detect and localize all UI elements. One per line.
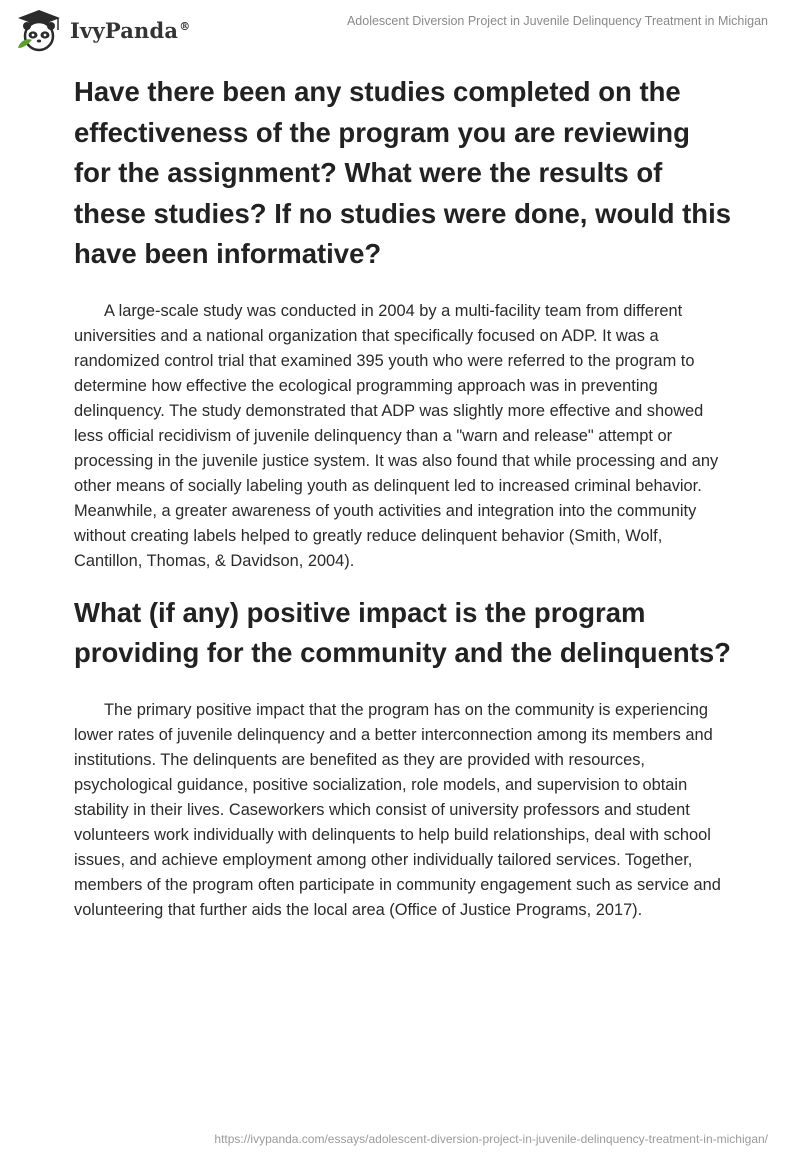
section-paragraph: A large-scale study was conducted in 2004 by a multi-facility team from different universities and a national organization that specifically focused on ADP. It was a randomized control trial that examined 395 youth who were referred to the program to determine how effective the ecological programming approach was in preventing delinquency. The study demonstrated that ADP was slightly more effective and showed less official recidivism of juvenile delinquency than a "warn and release" attempt or processing in the juvenile justice system. It was also found that while processing and any other means of socially labeling youth as delinquent led to increased criminal behavior. Meanwhile, a greater awareness of youth activities and integration into the community without creating labels helped to greatly reduce delinquent behavior (Smith, Wolf, Cantillon, Thomas, & Davidson, 2004). [74,301,719,571]
registered-mark: ® [179,19,191,33]
section-heading: Have there been any studies completed on the effectiveness of the program you are reviewing for the assignment? What were the results of these studies? If no studies were done, would this have been informative? [74,76,732,269]
page-header [0,0,800,60]
essay-content [74,72,734,923]
section-heading: What (if any) positive impact is the program providing for the community and the delinquents? [74,596,731,669]
panda-graduate-icon [14,8,64,52]
ivypanda-logo[interactable] [14,8,190,52]
section-paragraph: The primary positive impact that the program has on the community is experiencing lower rates of juvenile delinquency and a better interconnection among its members and institutions. The delinquents are benefited as they are provided with resources, psychological guidance, positive socialization, role models, and supervision to obtain stability in their lives. Caseworkers which consist of university professors and student volunteers work individually with delinquents to help build relationships, deal with school issues, and achieve employment among other individually tailored services. Together, members of the program often participate in community engagement such as service and volunteering that further aids the local area (Office of Justice Programs, 2017). [74,700,721,920]
source-url[interactable]: https://ivypanda.com/essays/adolescent-diversion-project-in-juvenile-delinquency-treatment-in-michigan/ [214,1132,768,1146]
document-title: Adolescent Diversion Project in Juvenile Delinquency Treatment in Michigan [346,14,768,28]
logo-wordmark: IvyPanda® [70,17,191,43]
